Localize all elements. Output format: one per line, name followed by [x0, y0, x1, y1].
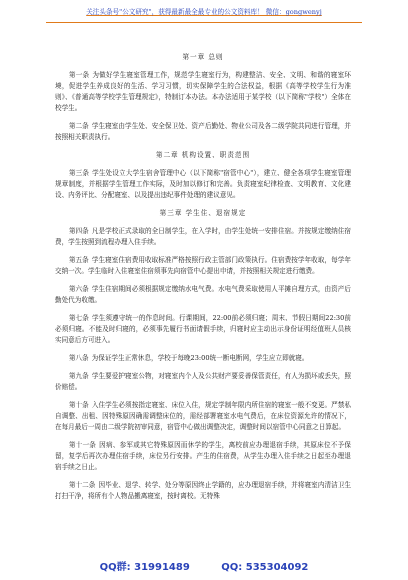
article-number: 第三条 [68, 169, 90, 177]
article-paragraph [55, 371, 351, 393]
article-number: 第九条 [68, 372, 89, 380]
article-number: 第七条 [68, 314, 89, 322]
article-text: 凡是学校正式录取的全日制学生，在入学时，由学生处统一安排住宿。并按规定缴纳住宿费，学生按照到流程办理入住手续。 [55, 227, 352, 246]
footer-contact [0, 561, 408, 574]
article-text: 为做好学生寝室管理工作，规范学生寝室行为，构建整洁、安全、文明、和谐的寝室环境，促进学生养成良好的生活、学习习惯，切实保障学生的合法权益，根据《高等学校学生行为准则》、《普通高等学校学生管理规定》，特制订本办法。本办法适用于某学校（以下简称"学校"）全体在校学生。 [55, 71, 352, 112]
article-paragraph [55, 121, 351, 143]
article-paragraph [55, 70, 351, 114]
article-number: 第十一条 [68, 441, 97, 449]
article-text: 学生须遵守统一的作息时间。行课期间，22:00前必须归寝；周末、节假日期间22:30前必须归寝。不能及时归寝的，必须事先履行书面请假手续，归寝时应主动出示身份证明经值班人员核实同意后方可进入。 [55, 314, 351, 344]
article-paragraph [55, 509, 351, 520]
article-paragraph [55, 353, 351, 364]
article-paragraph [55, 440, 351, 473]
article-text: 为保证学生正常休息，学校于每晚23:00统一断电断网，学生应立即就寝。 [91, 354, 309, 362]
chapter-title: 第三章 学生住、退宿规定 [159, 209, 247, 217]
article-text: 入住学生必须按指定寝室、床位入住，规定学制年限内所住宿的寝室一般不变更。严禁私自调整、出租、因特殊原因确需调整床位的，需经部署寝室水电气费后，在床位资源允许的情况下，在每月最后一周由二级学院初审同意，宿管中心做出调整决定，调整时间以宿管中心同意之日算起。 [55, 401, 352, 431]
chapter-title: 第一章 总则 [182, 53, 224, 61]
article-number: 第四条 [68, 227, 89, 235]
article-number: 第八条 [68, 354, 89, 362]
article-text: 学生处设立大学生宿舍管理中心（以下简称"宿管中心"），建立、健全各项学生寝室管理规章制度，并根据学生管理工作实际，及时加以修订和完善。负责寝室纪律检查、文明教育、文化建设、内务评比、分配寝室、以及提出违纪事件处理的建议意见。 [55, 169, 352, 199]
header-banner[interactable]: 关注头条号"公文研究"，获得最新最全最专业的公文资料库！ 微信：gongwenyj [86, 8, 322, 16]
document-body [55, 52, 351, 527]
article-text: 因病、参军或其它特殊原因而休学的学生，离校前应办理退宿手续，其原床位不予保留，复学后再次办理住宿手续，床位另行安排。产生的住宿费，从学生办理入住手续之日起至办理退宿手续之日止。 [55, 441, 352, 471]
article-text: 学生要爱护寝室公物，对寝室内个人及公共财产要妥善保管责任，有人为损坏或丢失，照价赔偿。 [55, 372, 352, 391]
chapter-title: 第二章 机构设置、职责范围 [155, 151, 251, 159]
article-paragraph [55, 168, 351, 201]
article-text: 学生寝室由学生处、安全保卫处、资产后勤处、物业公司及各二级学院共同进行管理，并按照相关职责执行。 [55, 122, 352, 141]
article-paragraph [55, 284, 351, 306]
article-number: 第十二条 [68, 481, 96, 489]
article-number: 第一条 [68, 71, 90, 79]
article-paragraph [55, 400, 351, 433]
qq-group-number: QQ群: 31991489 [99, 562, 190, 573]
article-text: 因毕业、退学、转学、处分等原因终止学籍的，应办理退宿手续，并将寝室内清洁卫生打扫干净，将所有个人物品搬离寝室，按时离校。无特殊 [55, 481, 352, 500]
qq-number: QQ: 535304092 [221, 562, 309, 573]
header-divider [46, 22, 362, 23]
article-paragraph [55, 480, 351, 502]
article-number: 第五条 [68, 256, 89, 264]
article-paragraph [55, 313, 351, 346]
article-paragraph [55, 226, 351, 248]
article-text: 学生寝室住宿费用收取标准严格按照行政主管部门政策执行。住宿费按学年收取，每学年交纳一次。学生临时入住寝室住宿须事先向宿管中心提出申请，并按照相关规定进行缴费。 [55, 256, 352, 275]
article-text: 学生住宿期间必须根据规定缴纳水电气费。水电气费采取使用人平摊自理方式，由资产后勤处代为收缴。 [55, 285, 352, 304]
article-number: 第十条 [68, 401, 89, 409]
article-paragraph [55, 255, 351, 277]
article-number: 第二条 [68, 122, 89, 130]
article-number: 第六条 [68, 285, 89, 293]
